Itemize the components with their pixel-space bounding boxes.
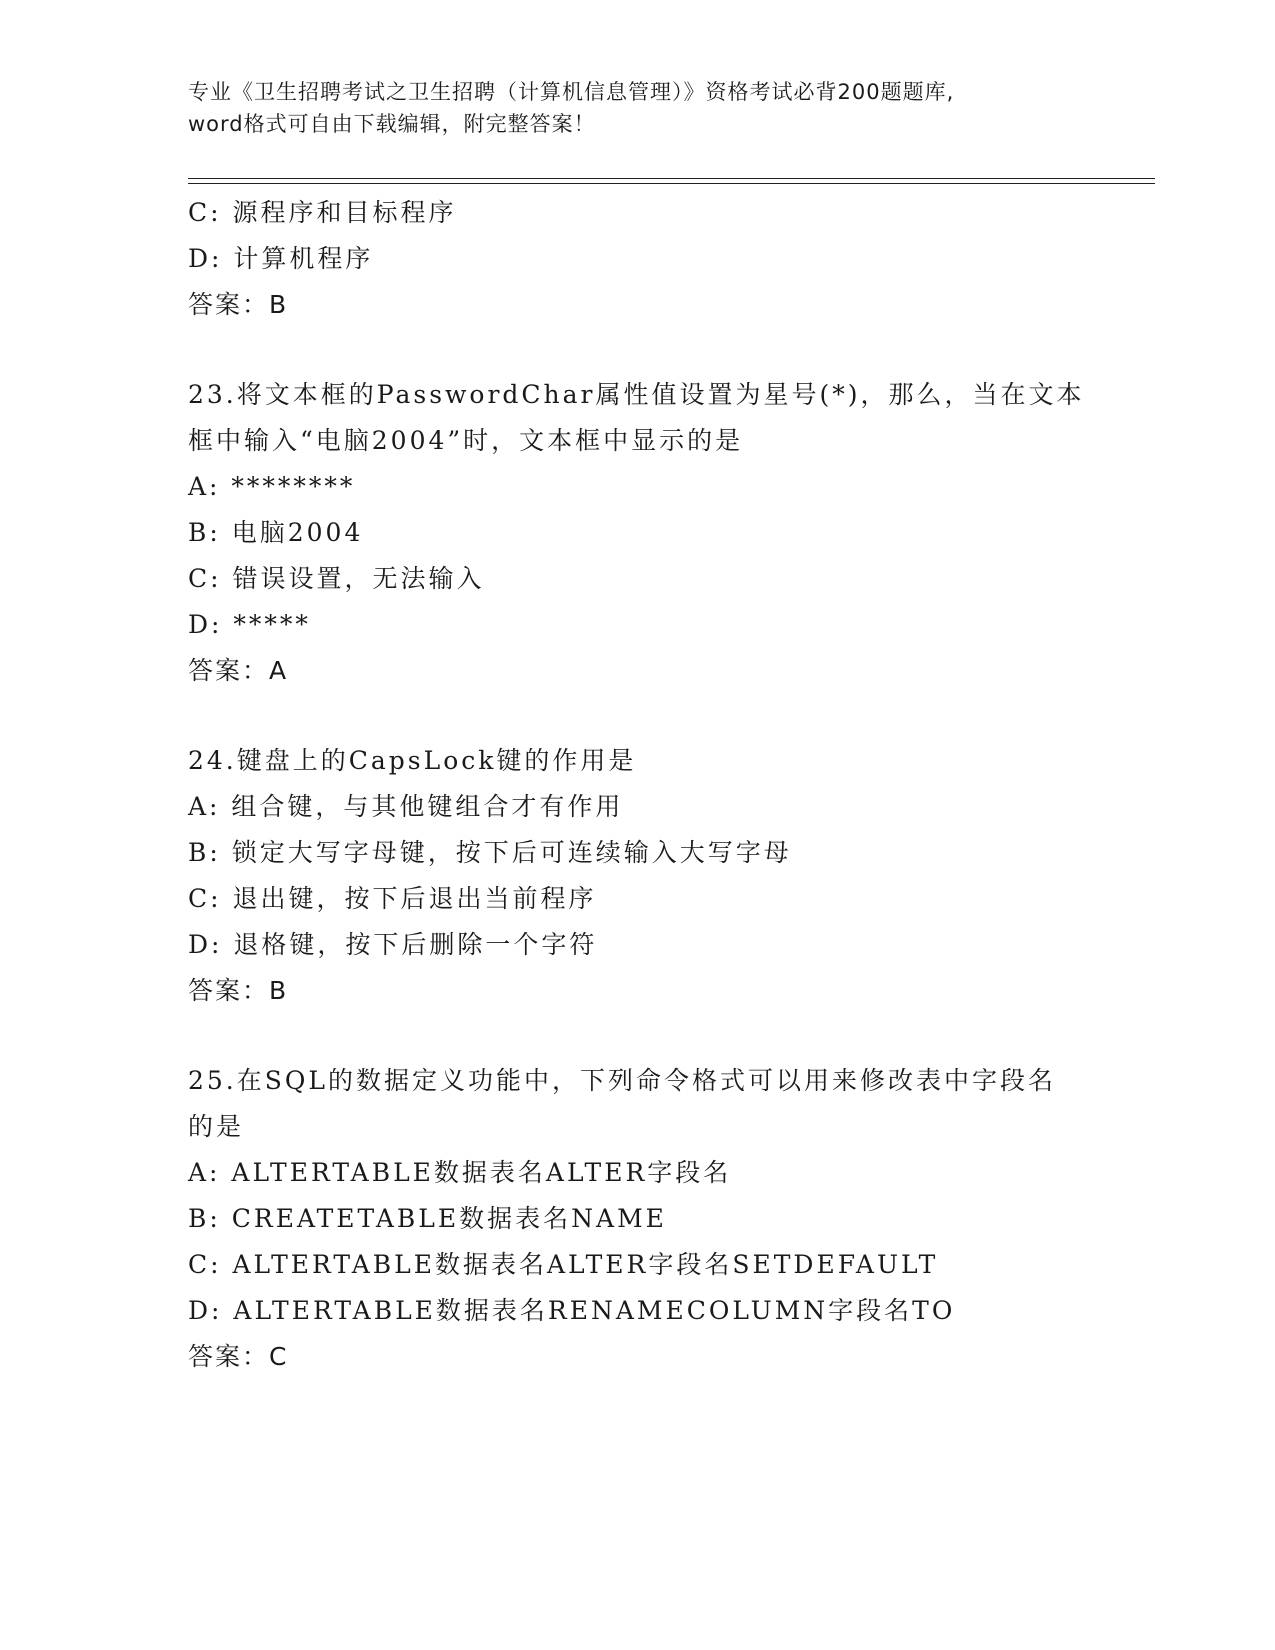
question-text-cont: 的是: [188, 1112, 245, 1141]
option-a: A: 组合键，与其他键组合才有作用: [188, 792, 624, 821]
answer-label: 答案：B: [188, 976, 289, 1005]
spacer: [188, 1014, 1088, 1058]
option-a: A: ********: [188, 472, 356, 501]
header-line-2: word格式可自由下载编辑，附完整答案！: [188, 112, 596, 136]
header-line-1: 专业《卫生招聘考试之卫生招聘（计算机信息管理）》资格考试必背200题题库,: [188, 80, 955, 104]
spacer: [188, 694, 1088, 738]
option-a: A: ALTERTABLE数据表名ALTER字段名: [188, 1158, 732, 1187]
question-25-block: [188, 1058, 1088, 1380]
option-b: B: 锁定大写字母键，按下后可连续输入大写字母: [188, 838, 792, 867]
spacer: [188, 328, 1088, 372]
header-divider-bottom: [188, 183, 1155, 184]
document-header: [188, 76, 1088, 140]
question-text-cont: 框中输入“电脑2004”时，文本框中显示的是: [188, 426, 744, 455]
answer-label: 答案：C: [188, 1342, 289, 1371]
option-d: D: 退格键，按下后删除一个字符: [188, 930, 598, 959]
question-text: 24.键盘上的CapsLock键的作用是: [188, 746, 637, 775]
prev-question-block: [188, 190, 1088, 328]
option-c: C: 错误设置，无法输入: [188, 564, 485, 593]
option-d: D: ALTERTABLE数据表名RENAMECOLUMN字段名TO: [188, 1296, 956, 1325]
question-24-block: [188, 738, 1088, 1014]
option-d: D: *****: [188, 610, 311, 639]
option-b: B: 电脑2004: [188, 518, 364, 547]
option-c: C: 源程序和目标程序: [188, 198, 457, 227]
header-divider-top: [188, 178, 1155, 179]
option-c: C: 退出键，按下后退出当前程序: [188, 884, 597, 913]
option-b: B: CREATETABLE数据表名NAME: [188, 1204, 667, 1233]
question-content: [188, 190, 1088, 1380]
question-text: 23.将文本框的PasswordChar属性值设置为星号(*)，那么，当在文本: [188, 380, 1085, 409]
option-d: D: 计算机程序: [188, 244, 374, 273]
answer-label: 答案：B: [188, 290, 289, 319]
question-23-block: [188, 372, 1088, 694]
option-c: C: ALTERTABLE数据表名ALTER字段名SETDEFAULT: [188, 1250, 939, 1279]
question-text: 25.在SQL的数据定义功能中，下列命令格式可以用来修改表中字段名: [188, 1066, 1056, 1095]
answer-label: 答案：A: [188, 656, 289, 685]
